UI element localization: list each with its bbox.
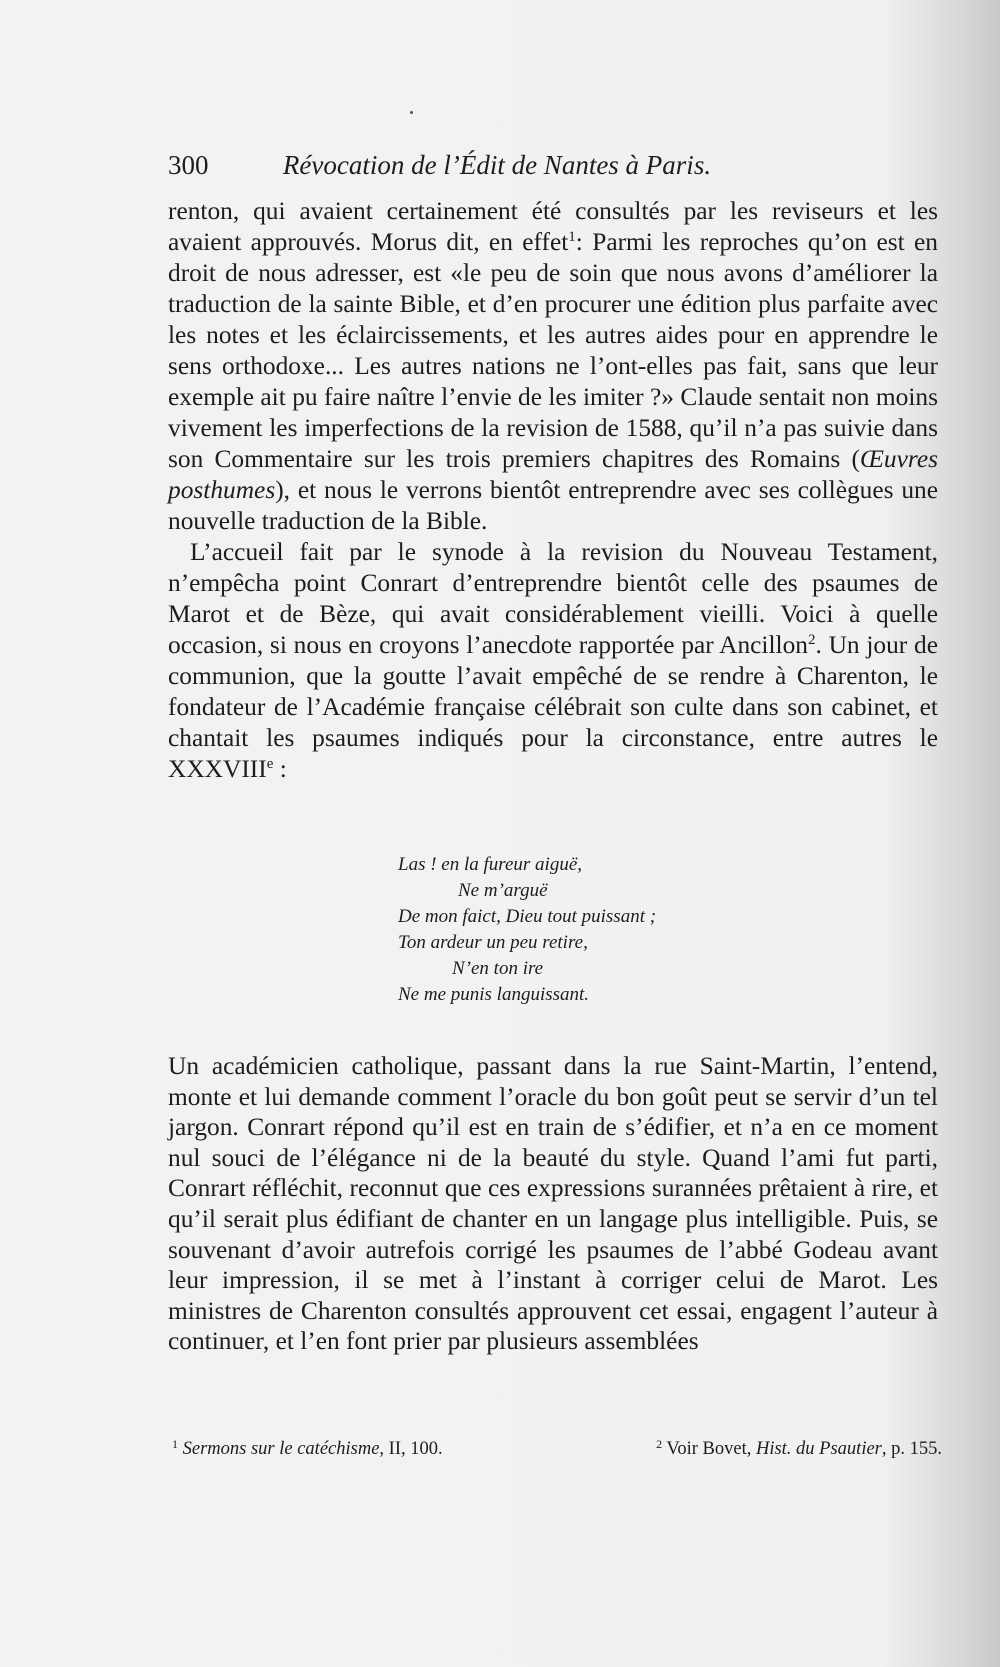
main-text-top [168, 196, 938, 785]
page-number: 300 [168, 150, 209, 180]
paragraph-2-text-a: L’accueil fait par le synode à la revision du Nouveau Testament, n’empêcha point Conrart d’entreprendre bientôt celle des psaumes de Marot et de Bèze, qui avait considérablement vieilli. Voici à quelle occasion, si nous en croyons l’anecdote rapportée par Ancillon [168, 538, 938, 659]
paragraph-1-text-b: : Parmi les reproches qu’on est en droit de nous adresser, est «le peu de soin que nous avons d’améliorer la traduction de la sainte Bible, et d’en procurer une édition plus parfaite avec les notes et les éclaircissements, et les autres aides pour en apprendre le sens orthodoxe... Les autres nations ne l’ont-elles pas fait, sans que leur exemple ait pu faire naître l’envie de les imiter ?» Claude sentait non moins vivement les imperfections de la revision de 1588, qu’il n’a pas suivie dans son Commentaire sur les trois premiers chapitres des Romains ( [168, 228, 938, 473]
verse-line: Ne me punis languissant. [398, 984, 590, 1005]
paragraph-2 [168, 537, 938, 785]
footnote-ref-1: 1 [568, 229, 576, 245]
verse-line: Ton ardeur un peu retire, [398, 932, 588, 953]
paragraph-2-text-b: . Un jour de communion, que la goutte l’avait empêché de se rendre à Charenton, le fondateur de l’Académie française célébrait son culte dans son cabinet, et chantait les psaumes indiqués pour la circonstance, entre autres le XXXVIII [168, 631, 938, 783]
paragraph-1 [168, 196, 938, 537]
footnote-2-text: Voir Bovet, [662, 1439, 756, 1459]
paragraph-1-text-c: ), et nous le verrons bientôt entreprendre avec ses collègues une nouvelle traduction de la Bible. [168, 476, 938, 535]
paragraph-1-text-a: renton, qui avaient certainement été consultés par les reviseurs et les avaient approuvés. Morus dit, en effet [168, 197, 938, 256]
footnote-1-mark: 1 [172, 1437, 178, 1451]
paragraph-3: Un académicien catholique, passant dans la rue Saint-Martin, l’entend, monte et lui demande comment l’oracle du bon goût peut se servir d’un tel jargon. Conrart répond qu’il est en train de s’édifier, et n’a en ce moment nul souci de l’élégance ni de la beauté du style. Quand l’ami fut parti, Conrart réfléchit, reconnut que ces expressions surannées prêtaient à rire, et qu’il serait plus édifiant de chanter en un langage plus intelligible. Puis, se souvenant d’avoir autrefois corrigé les psaumes de l’abbé Godeau avant leur impression, il se met à l’instant à corriger celui de Marot. Les ministres de Charenton consultés approuvent cet essai, engagent l’auteur à continuer, et l’en font prier par plusieurs assemblées [168, 1052, 938, 1356]
verse-line: N’en ton ire [452, 958, 544, 979]
footnote-2 [656, 1439, 942, 1460]
running-title: Révocation de l’Édit de Nantes à Paris. [282, 150, 712, 180]
footnote-ref-2: 2 [807, 632, 816, 648]
paragraph-2-text-c: : [273, 755, 287, 783]
verse-line: Ne m’arguë [458, 880, 548, 901]
main-text-bottom [168, 1051, 938, 1357]
verse-line: Las ! en la fureur aiguë, [398, 854, 583, 875]
work-title: Œuvres posthumes [168, 445, 938, 504]
page-header [168, 150, 786, 190]
ink-speck [410, 111, 413, 114]
footnotes [172, 1439, 942, 1469]
psalm-verse [398, 852, 656, 1008]
footnote-2-mark: 2 [656, 1437, 663, 1451]
verse-line: De mon faict, Dieu tout puissant ; [398, 906, 657, 927]
footnote-1 [172, 1439, 443, 1460]
footnote-1-title: Sermons sur le catéchisme [182, 1439, 380, 1459]
footnote-1-ref: , II, 100. [379, 1439, 443, 1459]
footnote-2-ref: , p. 155. [881, 1439, 942, 1459]
footnote-2-title: Hist. du Psautier [755, 1439, 882, 1459]
ordinal-superscript: e [266, 756, 274, 772]
